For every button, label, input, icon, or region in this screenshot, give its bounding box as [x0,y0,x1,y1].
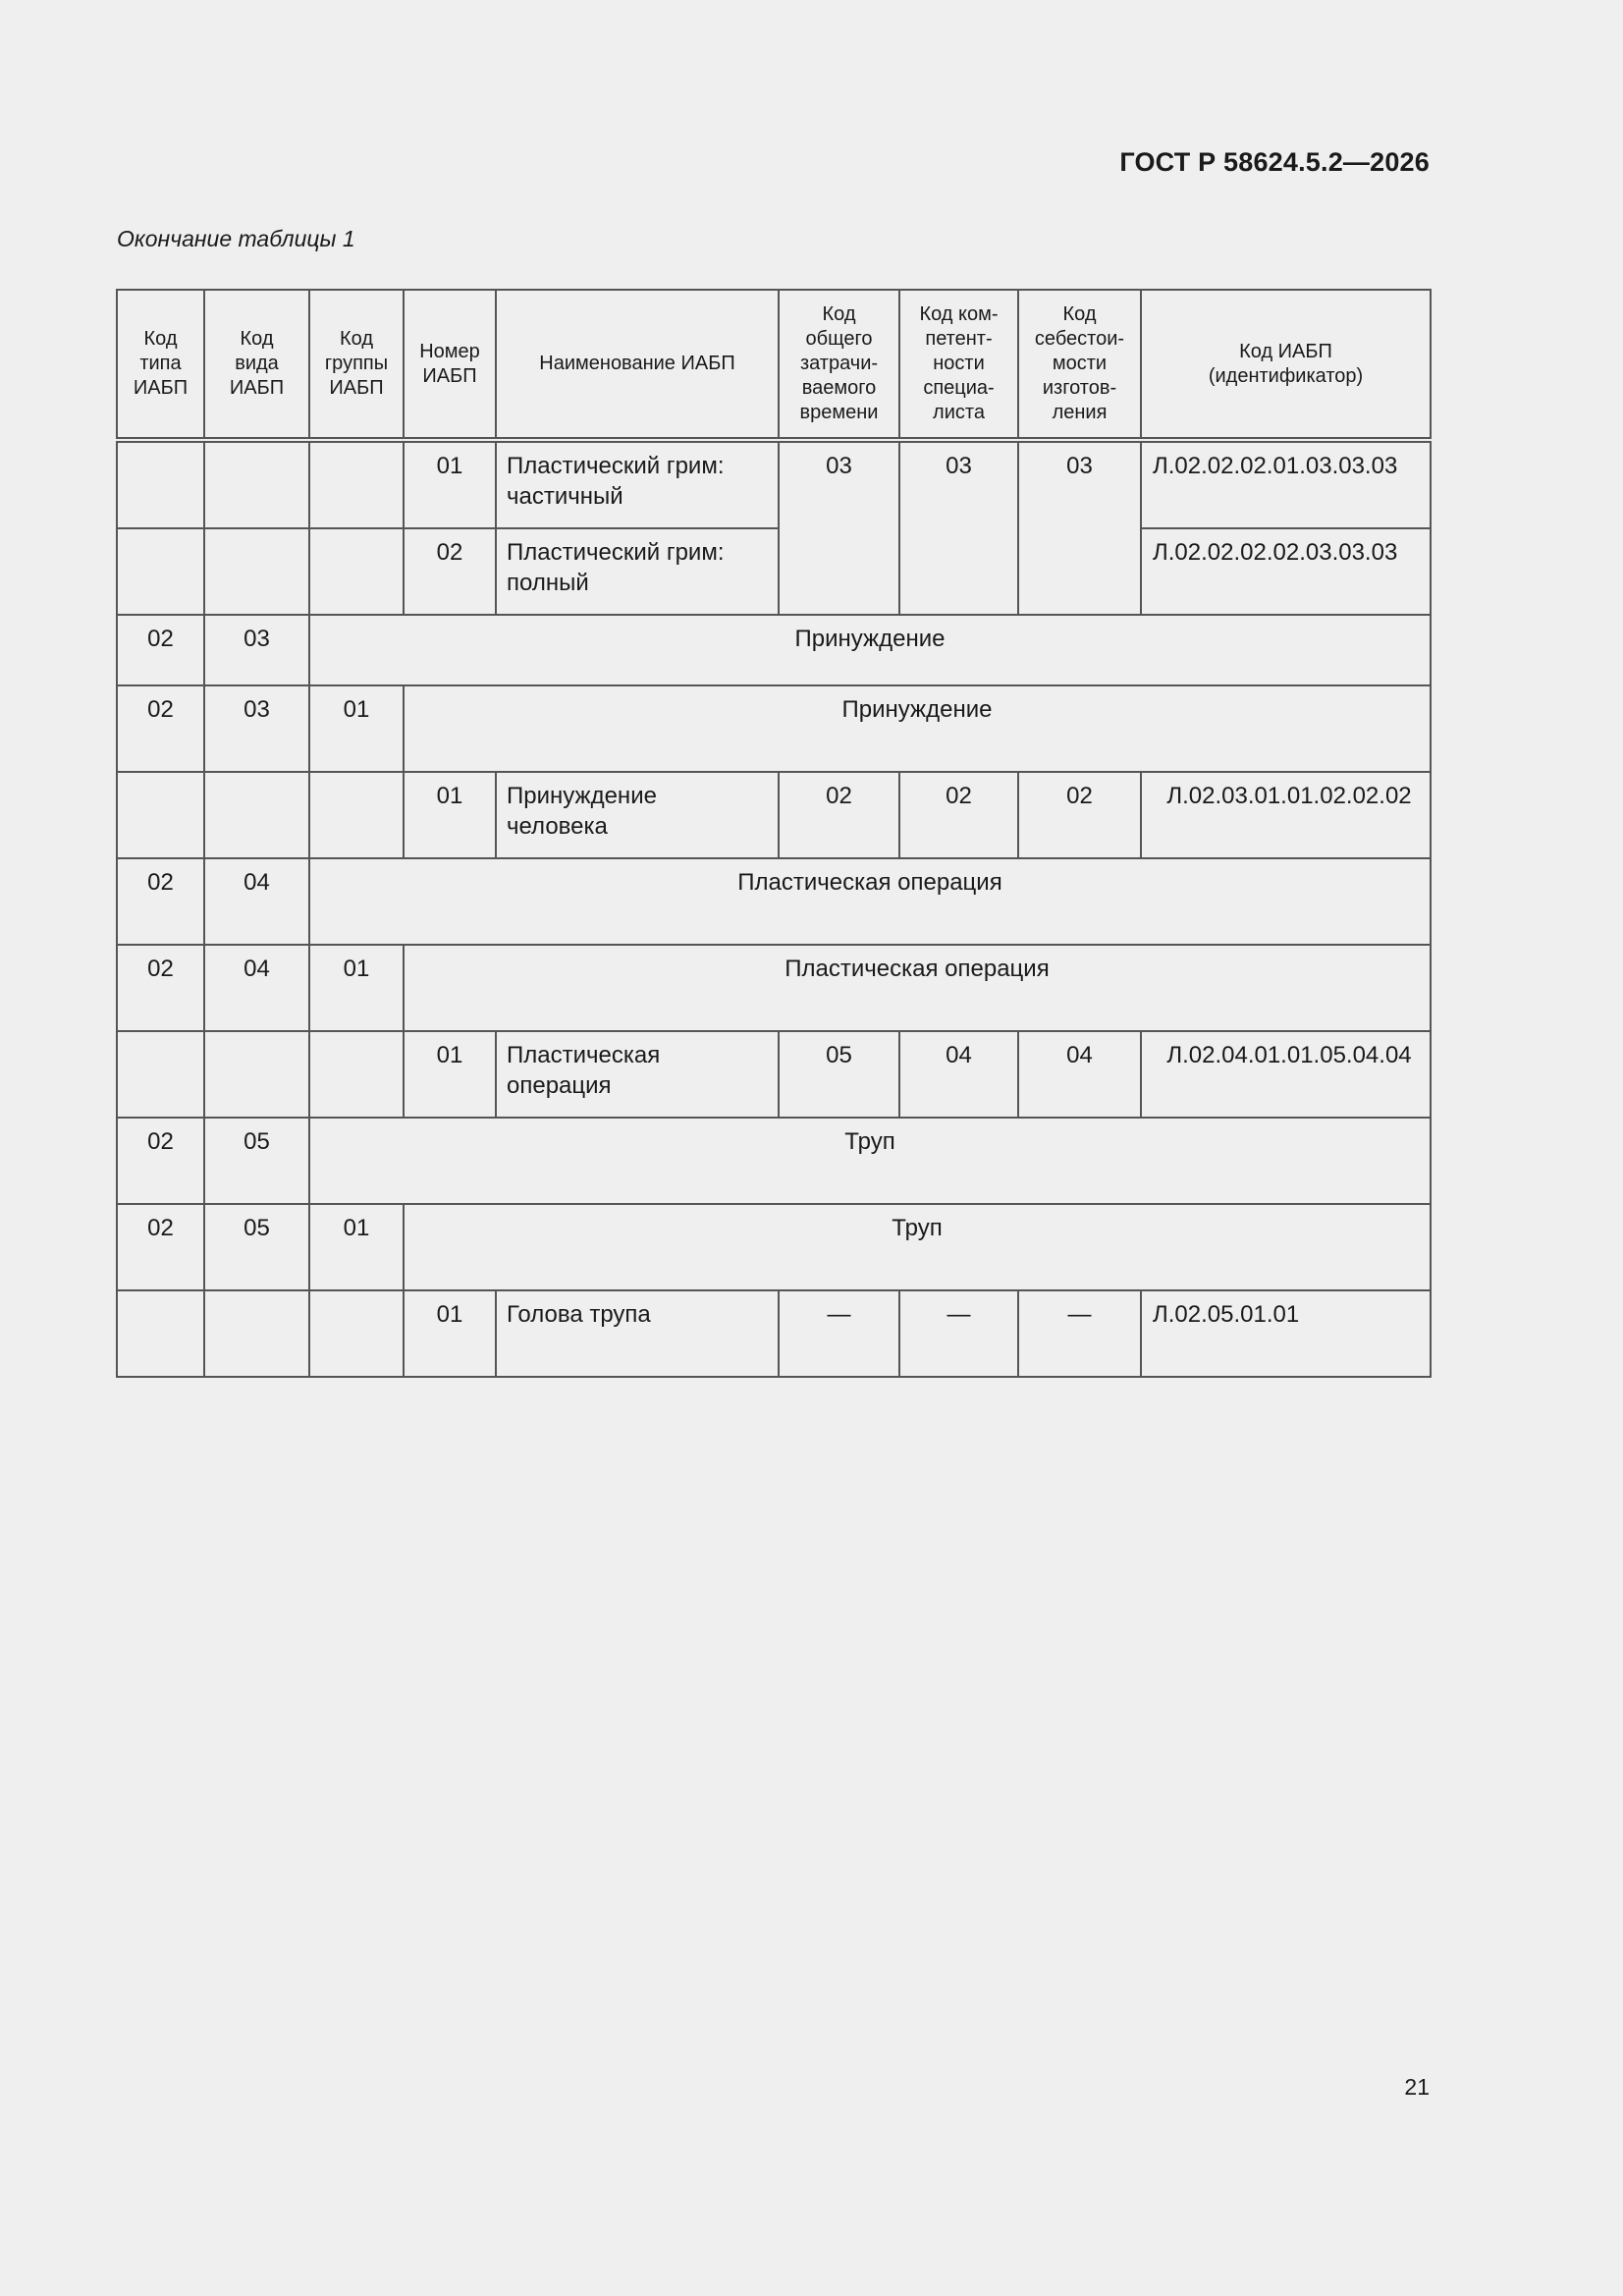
header-line: ИАБП [422,364,477,387]
cell-group [309,1031,404,1118]
cell-kind: 03 [204,615,309,685]
table-row [117,1290,1431,1377]
cell-number: 01 [404,772,496,858]
header-line: ности [933,353,985,374]
header-line: Код [143,328,178,350]
table-row [117,858,1431,945]
col-header-type-code [117,290,204,440]
cell-group [309,772,404,858]
name-line: Пластический грим: [507,539,725,566]
header-line: ИАБП [229,377,285,399]
table-caption: Окончание таблицы 1 [117,226,355,251]
cell-type: 02 [117,945,204,1031]
cell-section-title: Труп [309,1118,1431,1204]
cell-type [117,528,204,615]
cell-kind: 05 [204,1118,309,1204]
col-header-kind-code [204,290,309,440]
header-line: затрачи- [799,353,879,374]
table-row [117,528,1431,615]
cell-identifier: Л.02.04.01.01.05.04.04 [1141,1031,1431,1118]
cell-time-code: 03 [779,440,899,615]
col-header-time-code [779,290,899,440]
header-line: Наименование ИАБП [539,353,735,374]
col-header-group-code [309,290,404,440]
cell-kind [204,1031,309,1118]
col-header-number [404,290,496,440]
cell-number: 01 [404,1290,496,1377]
cell-section-title: Пластическая операция [309,858,1431,945]
cell-group [309,440,404,528]
header-line: ИАБП [329,377,384,399]
header-line: мости [1052,353,1108,374]
header-line: Код [1062,303,1097,325]
cell-type: 02 [117,1204,204,1290]
cell-kind [204,440,309,528]
cell-cost-code: 04 [1018,1031,1141,1118]
header-line: общего [805,328,873,350]
name-line: Пластический грим: [507,453,725,479]
cell-type [117,1290,204,1377]
header-line: специа- [923,377,995,399]
col-header-name [496,290,779,440]
table-header-row [117,290,1431,440]
header-line: петент- [925,328,993,350]
col-header-competence-code [899,290,1018,440]
cell-identifier: Л.02.02.02.01.03.03.03 [1141,440,1431,528]
cell-cost-code: 02 [1018,772,1141,858]
header-line: листа [933,402,985,423]
cell-name [496,772,779,858]
cell-cost-code: 03 [1018,440,1141,615]
cell-name [496,1031,779,1118]
header-line: вида [235,353,279,374]
cell-section-title: Труп [404,1204,1431,1290]
header-line: себестои- [1034,328,1125,350]
name-line: полный [507,570,589,596]
document-code: ГОСТ Р 58624.5.2—2026 [1119,147,1430,177]
cell-group: 01 [309,1204,404,1290]
cell-identifier: Л.02.03.01.01.02.02.02 [1141,772,1431,858]
cell-competence-code: — [899,1290,1018,1377]
cell-number: 01 [404,1031,496,1118]
table-row [117,945,1431,1031]
cell-group [309,528,404,615]
cell-name [496,528,779,615]
cell-identifier: Л.02.02.02.02.03.03.03 [1141,528,1431,615]
header-line: Код ИАБП [1239,340,1332,362]
cell-cost-code: — [1018,1290,1141,1377]
cell-type [117,1031,204,1118]
name-line: Пластическая [507,1042,661,1068]
cell-kind [204,528,309,615]
page-number: 21 [1404,2074,1430,2100]
table-row [117,1118,1431,1204]
cell-type: 02 [117,685,204,772]
cell-group: 01 [309,685,404,772]
header-line: типа [139,353,182,374]
table-row [117,440,1431,528]
table-row [117,772,1431,858]
table-row [117,685,1431,772]
classification-table [116,289,1432,1378]
col-header-identifier [1141,290,1431,440]
cell-competence-code: 03 [899,440,1018,615]
header-line: Код [240,328,274,350]
cell-name [496,440,779,528]
cell-competence-code: 04 [899,1031,1018,1118]
cell-time-code: 02 [779,772,899,858]
cell-kind: 04 [204,945,309,1031]
cell-number: 01 [404,440,496,528]
cell-type [117,440,204,528]
cell-type: 02 [117,1118,204,1204]
name-line: частичный [507,483,623,510]
cell-group: 01 [309,945,404,1031]
header-line: ИАБП [133,377,189,399]
cell-type [117,772,204,858]
cell-section-title: Принуждение [404,685,1431,772]
cell-kind [204,772,309,858]
header-line: группы [324,353,389,374]
cell-kind: 05 [204,1204,309,1290]
table-row [117,1031,1431,1118]
cell-section-title: Пластическая операция [404,945,1431,1031]
cell-time-code: 05 [779,1031,899,1118]
cell-number: 02 [404,528,496,615]
header-line: времени [799,402,879,423]
cell-competence-code: 02 [899,772,1018,858]
cell-time-code: — [779,1290,899,1377]
cell-group [309,1290,404,1377]
header-line: (идентификатор) [1208,364,1364,387]
header-line: изготов- [1042,377,1117,399]
header-line: Номер [419,340,480,362]
header-line: Код [339,328,373,350]
header-line: Код ком- [919,303,999,325]
table-row [117,615,1431,685]
cell-type: 02 [117,615,204,685]
name-line: человека [507,813,608,840]
cell-kind: 03 [204,685,309,772]
cell-type: 02 [117,858,204,945]
table-row [117,1204,1431,1290]
cell-name: Голова трупа [496,1290,779,1377]
name-line: операция [507,1072,612,1099]
header-line: Код [822,303,856,325]
col-header-cost-code [1018,290,1141,440]
header-line: ления [1052,402,1108,423]
cell-identifier: Л.02.05.01.01 [1141,1290,1431,1377]
cell-section-title: Принуждение [309,615,1431,685]
cell-kind: 04 [204,858,309,945]
header-line: ваемого [801,377,877,399]
cell-kind [204,1290,309,1377]
name-line: Принуждение [507,783,657,809]
